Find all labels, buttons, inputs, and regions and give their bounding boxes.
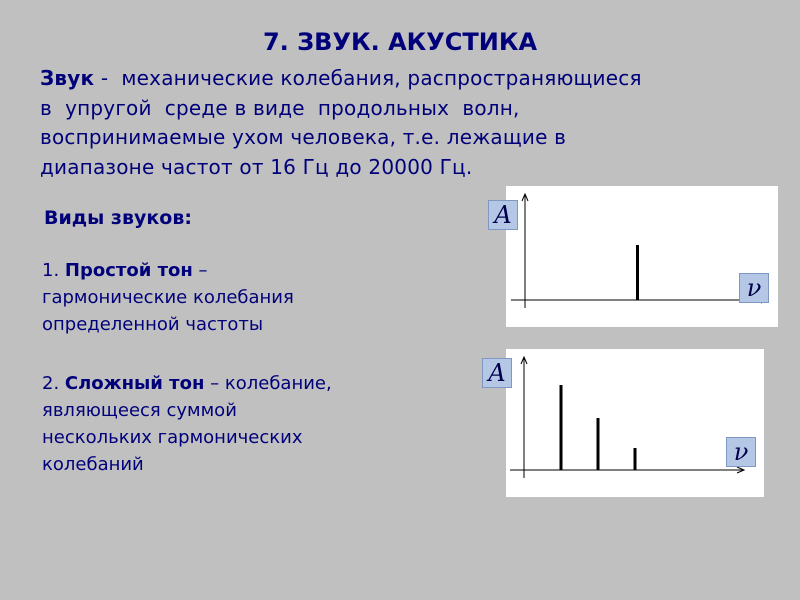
item2-number: 2. [42,373,65,394]
complex-tone-spectrum-panel [506,349,764,497]
item-complex-tone [42,370,422,478]
intro-term: Звук [40,66,95,90]
spectral-line-3 [634,448,637,470]
item1-line-1 [42,257,422,284]
types-heading: Виды звуков: [44,207,192,229]
intro-line1-rest: механические колебания, распространяющиеся [121,66,642,90]
simple-tone-spectrum-chart [506,186,778,327]
item2-line-2: являющееся суммой [42,400,237,421]
item1-line-2: гармонические колебания [42,287,294,308]
item2-term: Сложный тон [64,373,205,394]
simple-tone-spectrum-panel [506,186,778,327]
intro-dash: - [94,66,115,90]
item-simple-tone [42,257,422,338]
item2-line-1 [42,370,422,397]
intro-line-3: воспринимаемые ухом человека, т.е. лежащие в [40,125,567,149]
chart2-y-axis-label: A [482,358,512,388]
item2-line-3: нескольких гармонических [42,427,303,448]
item1-line-3: определенной частоты [42,314,264,335]
item2-line-4: колебаний [42,454,144,475]
slide-title: 7. ЗВУК. АКУСТИКА [262,28,538,56]
item1-dash: – [192,260,208,281]
intro-line-1 [40,64,780,94]
spectral-line-1 [636,245,639,300]
chart1-y-axis-label: A [488,200,518,230]
item1-term: Простой тон [64,260,193,281]
item2-dash: – колебание, [204,373,332,394]
chart1-x-axis-label: ν [739,273,769,303]
chart2-x-axis-label: ν [726,437,756,467]
spectral-line-1 [560,385,563,470]
complex-tone-spectrum-chart [506,349,764,497]
spectral-line-2 [597,418,600,470]
intro-line-4: диапазоне частот от 16 Гц до 20000 Гц. [40,154,473,179]
intro-line-2: в упругой среде в виде продольных волн, [40,95,520,120]
intro-paragraph [40,64,780,182]
item1-number: 1. [42,260,65,281]
